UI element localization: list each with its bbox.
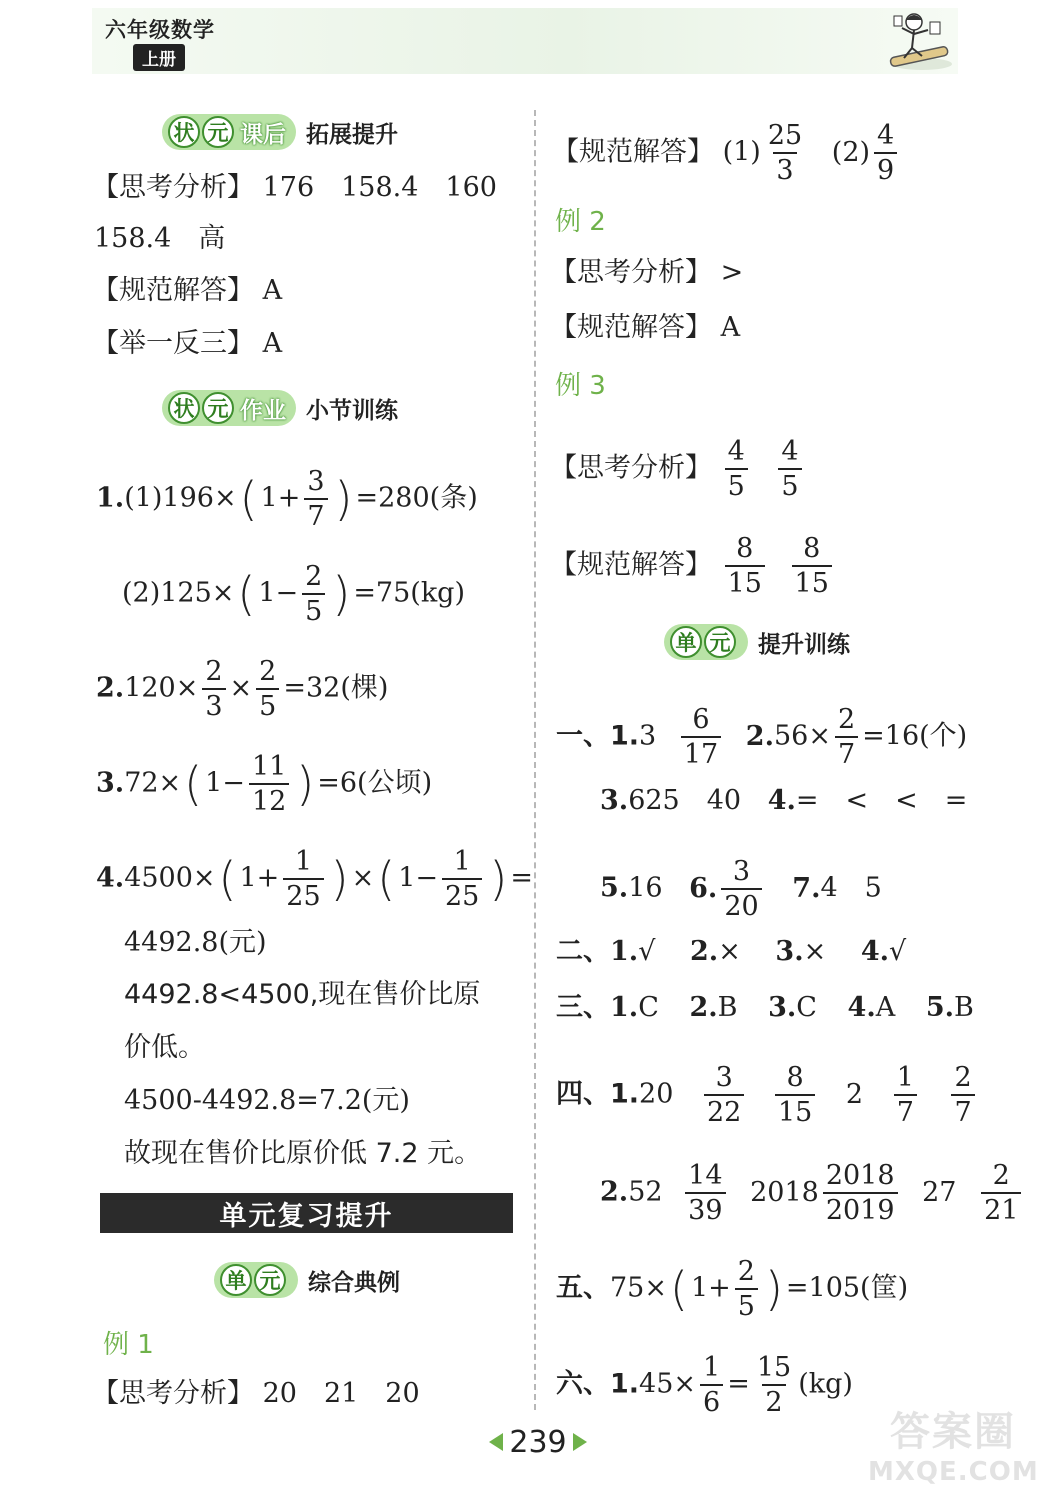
fraction: $\frac{15}{2}$	[756, 1352, 792, 1418]
fraction: $\frac{2018}{2019}$	[823, 1162, 898, 1224]
badge-pill	[162, 390, 296, 426]
question-4: 4.4500×( 1+ $\frac{1}{25}$ ) ×( 1− $\frac{1}{25}$ ) =	[96, 846, 533, 912]
fraction: $\frac{6}{17}$	[681, 706, 721, 768]
fraction: $\frac{2}{7}$	[951, 1064, 974, 1126]
unit-part-2: 二、1.√ 2.× 3.× 4.√	[556, 936, 907, 967]
example-2-answer: 【规范解答】 A	[550, 312, 741, 343]
badge-tisheng	[664, 622, 850, 662]
fraction: $\frac{2}{3}$	[202, 658, 225, 720]
question-4-line-1: 4492.8(元)	[124, 927, 267, 958]
question-4-line-4: 4500-4492.8=7.2(元)	[124, 1085, 410, 1116]
watermark	[868, 1400, 1038, 1490]
badge-pill	[214, 1262, 298, 1298]
grade-title: 六年级数学	[105, 18, 215, 42]
unit-part-1-row-3: 5.16 6. $\frac{3}{20}$ 7.4 5	[600, 856, 882, 922]
unit-part-4-row-2: 2.52 $\frac{14}{39}$ 2018 $\frac{2018}{2019}$ 27 $\frac{2}{21}$	[600, 1162, 1025, 1224]
unit-part-1-row-2: 3.625 40 4.= < < =	[600, 785, 968, 816]
page-number-text: 239	[509, 1424, 567, 1460]
fraction: $\frac{4}{5}$	[778, 438, 801, 500]
unit-part-6: 六、1.45× $\frac{1}{6}$ = $\frac{15}{2}$ (kg)	[556, 1352, 853, 1418]
fraction: $\frac{4}{5}$	[725, 438, 748, 500]
badge-char: 元	[202, 116, 234, 148]
badge-title: 小节训练	[306, 397, 398, 424]
standard-answer-1: 【规范解答】 A	[92, 275, 283, 306]
question-4-line-2: 4492.8<4500,现在售价比原	[124, 979, 481, 1010]
badge-title: 综合典例	[308, 1269, 400, 1296]
fraction: $\frac{8}{15}$	[775, 1064, 815, 1126]
unit-part-4-row-1: 四、1.20 $\frac{3}{22}$ $\frac{8}{15}$ 2 $\frac{1}{7}$ $\frac{2}{7}$	[556, 1064, 979, 1126]
question-4-line-5: 故现在售价比原价低 7.2 元。	[124, 1138, 482, 1169]
unit-part-3: 三、1.C 2.B 3.C 4.A 5.B	[556, 992, 974, 1023]
unit-part-1-row-1: 一、1.3 $\frac{6}{17}$ 2.56× $\frac{2}{7}$ =16(个)	[556, 704, 968, 770]
badge-char: 元	[254, 1264, 286, 1296]
fraction: $\frac{2}{21}$	[981, 1162, 1021, 1224]
fraction: $\frac{3}{20}$	[721, 858, 761, 920]
answer-example-1: 【规范解答】 (1) $\frac{25}{3}$ (2) $\frac{4}{9}$	[552, 122, 901, 184]
triangle-right-icon	[573, 1433, 587, 1451]
fraction: $\frac{4}{9}$	[874, 122, 897, 184]
fraction: $\frac{2}{5}$	[735, 1258, 758, 1320]
fraction: $\frac{25}{3}$	[767, 120, 803, 186]
think-analysis-1: 【思考分析】 176 158.4 160	[92, 172, 497, 203]
fraction: $\frac{14}{39}$	[685, 1162, 725, 1224]
section-banner: 单元复习提升	[100, 1193, 513, 1233]
badge-zuoye	[162, 388, 398, 428]
fraction: $\frac{2}{5}$	[302, 563, 325, 625]
fraction: $\frac{2}{5}$	[256, 658, 279, 720]
header-band	[92, 8, 958, 74]
watermark-url: MXQE.COM	[868, 1457, 1039, 1487]
fraction: $\frac{2}{7}$	[835, 706, 858, 768]
badge-title: 拓展提升	[306, 121, 398, 148]
badge-sub: 作业	[240, 397, 286, 424]
example-3-label: 例 3	[555, 371, 606, 401]
badge-char: 单	[670, 626, 702, 658]
fraction: $\frac{8}{15}$	[725, 535, 765, 597]
example-1-label: 例 1	[103, 1330, 154, 1360]
fraction: $\frac{8}{15}$	[792, 535, 832, 597]
fraction: $\frac{3}{22}$	[704, 1064, 744, 1126]
question-2: 2.120× $\frac{2}{3}$ × $\frac{2}{5}$ =32(棵)	[96, 656, 389, 722]
page-number	[478, 1422, 598, 1462]
badge-sub: 课后	[240, 121, 286, 148]
volume-badge: 上册	[133, 44, 185, 71]
question-4-line-3: 价低。	[124, 1032, 205, 1063]
watermark-title: 答案圈	[890, 1409, 1016, 1455]
badge-title: 提升训练	[758, 631, 850, 658]
think-analysis-1-cont: 158.4 高	[94, 223, 226, 254]
question-3: 3.72×( 1− $\frac{11}{12}$ ) =6(公顷)	[96, 751, 433, 817]
example-3-answer: 【规范解答】 $\frac{8}{15}$ $\frac{8}{15}$	[550, 535, 836, 597]
unit-part-5: 五、75×( 1+ $\frac{2}{5}$ ) =105(筐)	[556, 1256, 909, 1322]
column-divider	[534, 110, 536, 1410]
fraction: $\frac{1}{6}$	[700, 1354, 723, 1416]
badge-char: 状	[168, 116, 200, 148]
badge-kehou	[162, 112, 398, 152]
fraction: $\frac{11}{12}$	[249, 753, 289, 815]
badge-pill	[162, 114, 296, 150]
fraction: $\frac{1}{7}$	[894, 1064, 917, 1126]
student-mascot-icon	[870, 8, 956, 74]
example-3-analysis: 【思考分析】 $\frac{4}{5}$ $\frac{4}{5}$	[550, 438, 806, 500]
example-2-label: 例 2	[555, 207, 606, 237]
question-1-2: (2)125×( 1− $\frac{2}{5}$ ) =75(kg)	[122, 561, 466, 627]
question-1-1: 1.(1)196×( 1+ $\frac{3}{7}$ ) =280(条)	[96, 466, 478, 532]
fraction: $\frac{1}{25}$	[283, 848, 323, 910]
extension-answer-1: 【举一反三】 A	[92, 328, 283, 359]
badge-char: 元	[704, 626, 736, 658]
badge-zonghe	[214, 1260, 400, 1300]
fraction: $\frac{3}{7}$	[304, 468, 327, 530]
badge-char: 元	[202, 392, 234, 424]
triangle-left-icon	[489, 1433, 503, 1451]
badge-pill	[664, 624, 748, 660]
fraction: $\frac{1}{25}$	[442, 848, 482, 910]
badge-char: 单	[220, 1264, 252, 1296]
badge-char: 状	[168, 392, 200, 424]
example-1-analysis: 【思考分析】 20 21 20	[92, 1378, 420, 1409]
example-2-analysis: 【思考分析】 >	[550, 257, 744, 288]
